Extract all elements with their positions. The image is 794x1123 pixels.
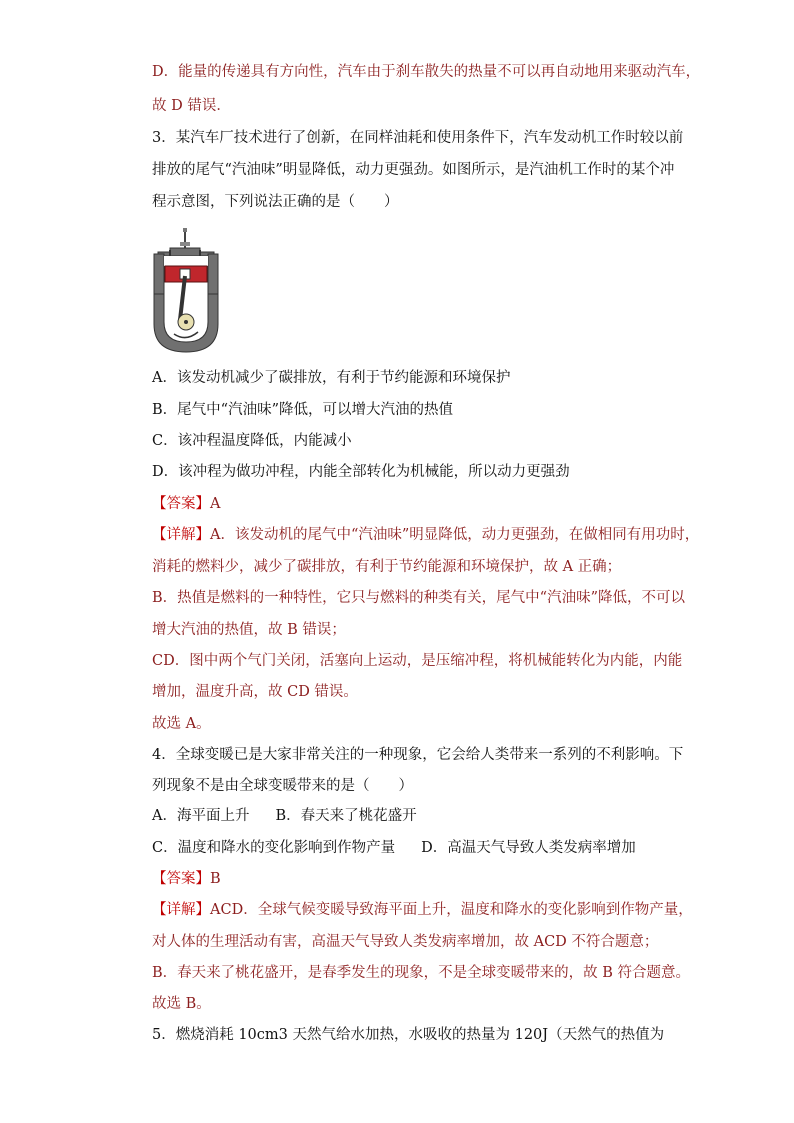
q3-option-c: C．该冲程温度降低，内能减小 <box>152 433 352 449</box>
q3-answer <box>152 494 220 514</box>
q3-stem-line-1: 3．某汽车厂技术进行了创新，在同样油耗和使用条件下，汽车发动机工作时较以前 <box>152 130 684 146</box>
q3-option-a: A．该发动机减少了碳排放，有利于节约能源和环境保护 <box>152 370 511 386</box>
rotation-arrow <box>174 332 198 338</box>
engine-stroke-diagram <box>150 228 226 354</box>
answer-label: 【答案】 <box>152 496 210 512</box>
cylinder-head <box>158 248 214 256</box>
prev-answer-line-2: 故 D 错误． <box>152 98 231 114</box>
answer-value: A <box>210 496 221 512</box>
q3-detail-line-2: 消耗的燃料少，减少了碳排放，有利于节约能源和环境保护，故 A 正确； <box>152 559 622 575</box>
q4-detail-line-3: B．春天来了桃花盛开，是春季发生的现象，不是全球变暖带来的，故 B 符合题意。 <box>152 965 691 981</box>
q4-options-row-2 <box>152 838 636 858</box>
q3-detail-line-5: CD．图中两个气门关闭，活塞向上运动，是压缩冲程，将机械能转化为内能，内能 <box>152 653 683 669</box>
spark-plug-hex <box>180 242 190 246</box>
q3-detail-line-3: B．热值是燃料的一种特性，它只与燃料的种类有关，尾气中“汽油味”降低，不可以 <box>152 590 685 606</box>
answer-label: 【答案】 <box>152 871 210 887</box>
detail-text: A．该发动机的尾气中“汽油味”明显降低，动力更强劲，在做相同有用功时， <box>210 527 700 543</box>
q4-detail-line-2: 对人体的生理活动有害，高温天气导致人类发病率增加，故 ACD 不符合题意； <box>152 934 659 950</box>
spark-plug-tip <box>183 228 187 232</box>
q4-answer <box>152 869 221 889</box>
prev-answer-line-1: D．能量的传递具有方向性，汽车由于刹车散失的热量不可以再自动地用来驱动汽车， <box>152 64 701 80</box>
q3-stem-line-3: 程示意图，下列说法正确的是（ ） <box>152 194 399 210</box>
detail-label: 【详解】 <box>152 527 210 543</box>
q3-stem-line-2: 排放的尾气“汽油味”明显降低，动力更强劲。如图所示，是汽油机工作时的某个冲 <box>152 162 675 178</box>
detail-text: ACD．全球气候变暖导致海平面上升，温度和降水的变化影响到作物产量， <box>210 902 693 918</box>
q4-detail-line-1 <box>152 900 693 920</box>
cylinder-wall-left <box>154 254 164 294</box>
q3-detail-line-1 <box>152 525 699 545</box>
q3-option-d: D．该冲程为做功冲程，内能全部转化为机械能，所以动力更强劲 <box>152 464 570 480</box>
q3-detail-line-7: 故选 A。 <box>152 716 211 732</box>
q3-detail-line-4: 增大汽油的热值，故 B 错误； <box>152 622 346 638</box>
detail-label: 【详解】 <box>152 902 210 918</box>
q4-detail-line-4: 故选 B。 <box>152 996 211 1012</box>
q3-detail-line-6: 增加，温度升高，故 CD 错误。 <box>152 684 358 700</box>
q5-stem-line-1: 5．燃烧消耗 10cm3 天然气给水加热，水吸收的热量为 120J（天然气的热值为 <box>152 1027 665 1043</box>
cylinder-wall-right <box>208 254 218 294</box>
answer-value: B <box>210 871 221 887</box>
q3-option-b: B．尾气中“汽油味”降低，可以增大汽油的热值 <box>152 402 453 418</box>
q4-stem-line-2: 列现象不是由全球变暖带来的是（ ） <box>152 778 413 794</box>
q4-options-row-1 <box>152 806 417 826</box>
q4-option-a: A．海平面上升 <box>152 808 250 824</box>
q4-option-c: C．温度和降水的变化影响到作物产量 <box>152 840 396 856</box>
q4-option-b: B．春天来了桃花盛开 <box>275 808 417 824</box>
connecting-rod <box>180 276 185 320</box>
combustion-chamber <box>164 256 208 266</box>
crankshaft-center <box>184 320 188 324</box>
q4-option-d: D．高温天气导致人类发病率增加 <box>421 840 636 856</box>
q4-stem-line-1: 4．全球变暖已是大家非常关注的一种现象，它会给人类带来一系列的不利影响。下 <box>152 747 684 763</box>
